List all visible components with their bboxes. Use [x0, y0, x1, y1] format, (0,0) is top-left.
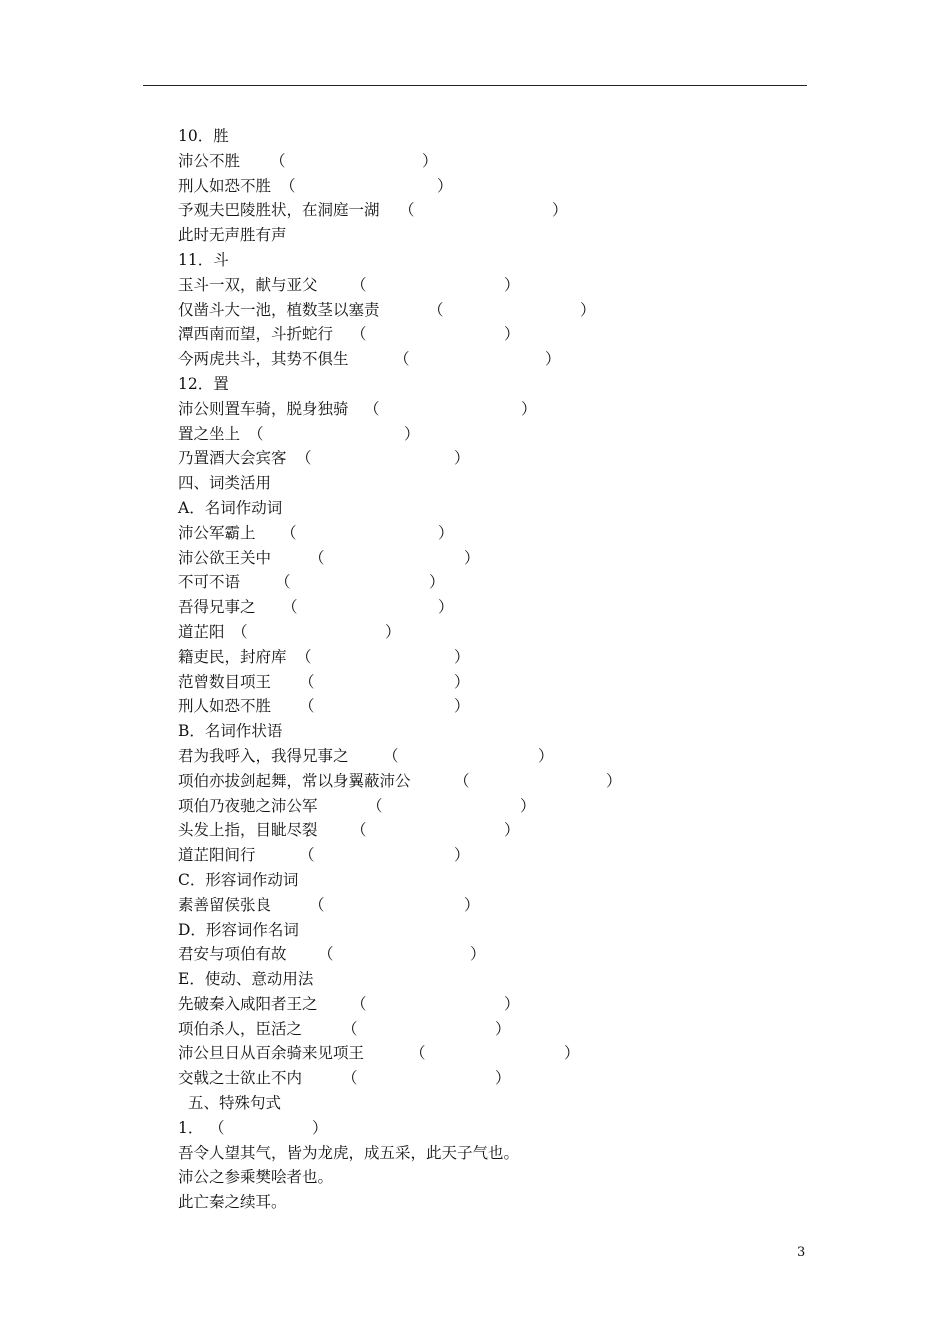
answer-paren-open: （ [318, 945, 334, 964]
exercise-line [178, 1116, 818, 1141]
answer-paren-open: （ [364, 399, 380, 418]
line-text: 置之坐上 [178, 424, 241, 443]
answer-paren-open: （ [342, 1019, 358, 1038]
answer-paren-close: ） [580, 300, 596, 319]
line-text: 五、特殊句式 [188, 1094, 282, 1113]
subheading-a [178, 496, 818, 521]
exercise-line [178, 521, 818, 546]
exercise-line [178, 818, 818, 843]
subheading-d [178, 918, 818, 943]
line-text: 君安与项伯有故 [178, 945, 287, 964]
answer-paren-open: （ [248, 424, 264, 443]
line-text: B．名词作状语 [178, 722, 283, 741]
line-text: 12．置 [178, 374, 229, 393]
exercise-line [178, 149, 818, 174]
answer-paren-open: （ [383, 746, 399, 765]
line-text: 道芷阳间行 [178, 846, 256, 865]
exercise-line [178, 893, 818, 918]
line-text: 乃置酒大会宾客 [178, 449, 287, 468]
answer-paren-close: ） [520, 796, 536, 815]
answer-paren-open: （ [454, 771, 470, 790]
exercise-line [178, 322, 818, 347]
answer-paren-open: （ [275, 573, 291, 592]
answer-paren-open: （ [281, 523, 297, 542]
line-text: E．使动、意动用法 [178, 970, 314, 989]
subheading-c [178, 868, 818, 893]
line-text: 沛公之参乘樊哙者也。 [178, 1168, 334, 1187]
line-text: 道芷阳 [178, 622, 225, 641]
answer-paren-close: ） [504, 275, 520, 294]
answer-paren-open: （ [209, 1118, 225, 1137]
line-text: 1． [178, 1118, 204, 1137]
line-text: 玉斗一双，献与亚父 [178, 275, 318, 294]
exercise-line [178, 174, 818, 199]
line-text: 吾得兄事之 [178, 598, 256, 617]
answer-paren-close: ） [422, 151, 438, 170]
line-text: C．形容词作动词 [178, 870, 299, 889]
line-text: 沛公军霸上 [178, 523, 256, 542]
answer-paren-open: （ [282, 598, 298, 617]
answer-paren-close: ） [552, 201, 568, 220]
line-text: 今两虎共斗，其势不俱生 [178, 350, 349, 369]
answer-paren-close: ） [538, 746, 554, 765]
answer-paren-open: （ [299, 846, 315, 865]
answer-paren-open: （ [428, 300, 444, 319]
answer-paren-open: （ [351, 994, 367, 1013]
answer-paren-open: （ [351, 275, 367, 294]
page-number: 3 [797, 1245, 806, 1260]
answer-paren-close: ） [404, 424, 420, 443]
exercise-line [178, 223, 818, 248]
answer-paren-close: ） [454, 697, 470, 716]
exercise-line [178, 298, 818, 323]
line-text: 沛公不胜 [178, 151, 241, 170]
line-text: 此亡秦之续耳。 [178, 1193, 287, 1212]
line-text: 刑人如恐不胜 [178, 176, 272, 195]
line-text: 交戟之士欲止不内 [178, 1069, 303, 1088]
line-text: 刑人如恐不胜 [178, 697, 272, 716]
exercise-line [178, 546, 818, 571]
answer-paren-close: ） [454, 449, 470, 468]
answer-paren-open: （ [299, 672, 315, 691]
answer-paren-open: （ [232, 622, 248, 641]
sentence-line [178, 1141, 818, 1166]
answer-paren-open: （ [342, 1069, 358, 1088]
answer-paren-open: （ [399, 201, 415, 220]
exercise-line [178, 620, 818, 645]
line-text: 项伯乃夜驰之沛公军 [178, 796, 318, 815]
answer-paren-open: （ [280, 176, 296, 195]
exercise-line [178, 422, 818, 447]
exercise-line [178, 992, 818, 1017]
line-text: 不可不语 [178, 573, 241, 592]
line-text: 君为我呼入，我得兄事之 [178, 746, 349, 765]
answer-paren-close: ） [504, 994, 520, 1013]
line-text: 头发上指，目眦尽裂 [178, 821, 318, 840]
answer-paren-open: （ [394, 350, 410, 369]
answer-paren-close: ） [438, 523, 454, 542]
section-heading-5 [178, 1091, 818, 1116]
answer-paren-open: （ [351, 821, 367, 840]
sentence-line [178, 1190, 818, 1215]
line-text: A．名词作动词 [178, 498, 283, 517]
line-text: 籍吏民，封府库 [178, 647, 287, 666]
line-text: 沛公旦日从百余骑来见项王 [178, 1044, 365, 1063]
line-text: D．形容词作名词 [178, 920, 299, 939]
subheading-e [178, 967, 818, 992]
exercise-line [178, 794, 818, 819]
answer-paren-open: （ [296, 449, 312, 468]
answer-paren-close: ） [385, 622, 401, 641]
line-text: 项伯杀人，臣活之 [178, 1019, 303, 1038]
exercise-line [178, 843, 818, 868]
answer-paren-open: （ [410, 1044, 426, 1063]
line-text: 沛公则置车骑，脱身独骑 [178, 399, 349, 418]
exercise-line [178, 446, 818, 471]
answer-paren-open: （ [270, 151, 286, 170]
exercise-line [178, 198, 818, 223]
exercise-line [178, 1017, 818, 1042]
answer-paren-close: ） [504, 325, 520, 344]
answer-paren-close: ） [495, 1019, 511, 1038]
line-text: 素善留侯张良 [178, 895, 272, 914]
line-text: 范曾数目项王 [178, 672, 272, 691]
exercise-line [178, 1066, 818, 1091]
exercise-line [178, 769, 818, 794]
answer-paren-close: ） [521, 399, 537, 418]
answer-paren-open: （ [296, 647, 312, 666]
answer-paren-close: ） [606, 771, 622, 790]
line-text: 仅凿斗大一池，植数茎以塞责 [178, 300, 380, 319]
answer-paren-close: ） [495, 1069, 511, 1088]
answer-paren-close: ） [312, 1118, 328, 1137]
section-heading-4 [178, 471, 818, 496]
sentence-line [178, 1165, 818, 1190]
exercise-line [178, 570, 818, 595]
line-text: 先破秦入咸阳者王之 [178, 994, 318, 1013]
answer-paren-close: ） [504, 821, 520, 840]
line-text: 潭西南而望，斗折蛇行 [178, 325, 334, 344]
exercise-line [178, 273, 818, 298]
page-content [178, 124, 818, 1215]
line-text: 项伯亦拔剑起舞，常以身翼蔽沛公 [178, 771, 411, 790]
heading-zhi [178, 372, 818, 397]
answer-paren-open: （ [309, 895, 325, 914]
line-text: 11．斗 [178, 250, 229, 269]
exercise-line [178, 397, 818, 422]
exercise-line [178, 347, 818, 372]
subheading-b [178, 719, 818, 744]
answer-paren-close: ） [564, 1044, 580, 1063]
answer-paren-close: ） [429, 573, 445, 592]
answer-paren-open: （ [309, 548, 325, 567]
answer-paren-close: ） [464, 895, 480, 914]
answer-paren-open: （ [367, 796, 383, 815]
answer-paren-close: ） [464, 548, 480, 567]
answer-paren-close: ） [437, 176, 453, 195]
line-text: 吾令人望其气，皆为龙虎，成五采，此天子气也。 [178, 1143, 520, 1162]
exercise-line [178, 595, 818, 620]
answer-paren-close: ） [454, 672, 470, 691]
line-text: 10．胜 [178, 127, 229, 145]
answer-paren-close: ） [438, 598, 454, 617]
line-text: 四、词类活用 [178, 474, 272, 493]
exercise-line [178, 694, 818, 719]
answer-paren-close: ） [470, 945, 486, 964]
answer-paren-open: （ [351, 325, 367, 344]
header-rule [143, 85, 807, 86]
line-text: 沛公欲王关中 [178, 548, 272, 567]
exercise-line [178, 744, 818, 769]
answer-paren-close: ） [454, 647, 470, 666]
answer-paren-close: ） [454, 846, 470, 865]
answer-paren-close: ） [545, 350, 561, 369]
exercise-line [178, 942, 818, 967]
exercise-line [178, 670, 818, 695]
exercise-line [178, 1041, 818, 1066]
heading-sheng [178, 124, 818, 149]
line-text: 予观夫巴陵胜状，在洞庭一湖 [178, 201, 380, 220]
exercise-line [178, 645, 818, 670]
line-text: 此时无声胜有声 [178, 226, 287, 245]
answer-paren-open: （ [299, 697, 315, 716]
heading-dou [178, 248, 818, 273]
